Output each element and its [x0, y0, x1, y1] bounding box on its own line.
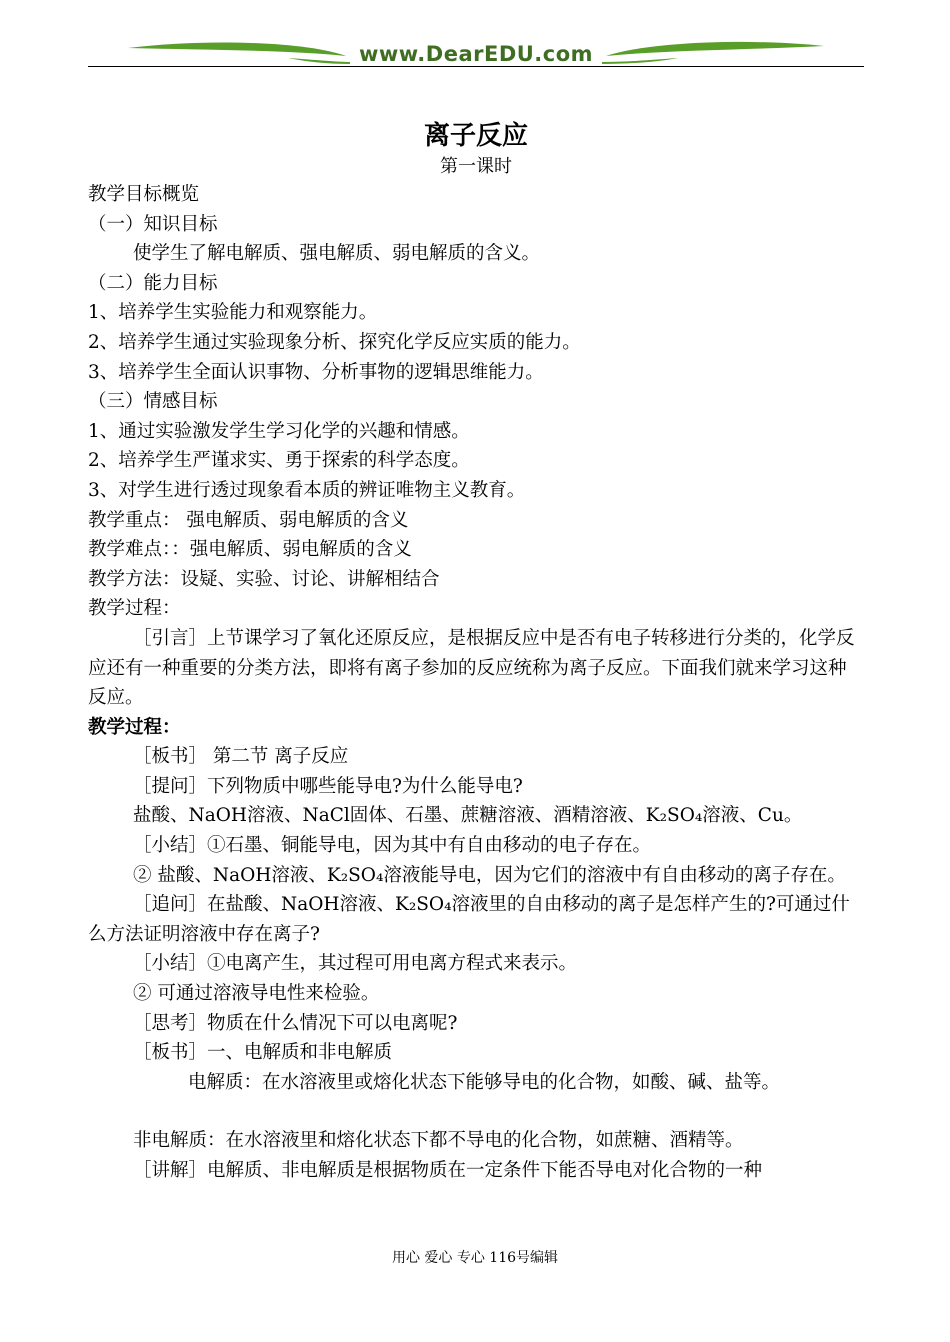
text-line: （二）能力目标	[88, 272, 218, 294]
text-line: 2、培养学生通过实验现象分析、探究化学反应实质的能力。	[88, 331, 581, 353]
text-line: ［思考］物质在什么情况下可以电离呢?	[133, 1012, 458, 1034]
text-line: ［小结］①电离产生，其过程可用电离方程式来表示。	[133, 953, 578, 975]
text-line: ［小结］①石墨、铜能导电，因为其中有自由移动的电子存在。	[133, 835, 652, 857]
header-banner	[88, 36, 864, 70]
document-body	[88, 118, 864, 1186]
text-line: 教学难点：：强电解质、弱电解质的含义	[88, 539, 412, 561]
text-line: （三）情感目标	[88, 391, 218, 413]
text-line: ［板书］一、电解质和非电解质	[133, 1042, 393, 1064]
header-divider	[88, 66, 864, 67]
text-line: 教学方法：设疑、实验、讨论、讲解相结合	[88, 568, 440, 590]
text-line: 1、通过实验激发学生学习化学的兴趣和情感。	[88, 420, 470, 442]
doc-subtitle: 第一课时	[440, 156, 512, 177]
paragraph: ② 盐酸、NaOH溶液、K₂SO₄溶液能导电，因为它们的溶液中有自由移动的离子存在。	[133, 864, 846, 886]
text-line: 1、培养学生实验能力和观察能力。	[88, 302, 378, 324]
text-line: 盐酸、NaOH溶液、NaCl固体、石墨、蔗糖溶液、酒精溶液、K₂SO₄溶液、Cu。	[133, 805, 803, 827]
text-line: 3、培养学生全面认识事物、分析事物的逻辑思维能力。	[88, 361, 544, 383]
doc-title: 离子反应	[423, 121, 528, 151]
text-line: ［讲解］电解质、非电解质是根据物质在一定条件下能否导电对化合物的一种	[133, 1160, 763, 1181]
text-line: （一）知识目标	[88, 213, 218, 235]
text-line: 教学重点： 强电解质、弱电解质的含义	[88, 509, 409, 531]
paragraph: ［追问］在盐酸、NaOH溶液、K₂SO₄溶液里的自由移动的离子是怎样产生的?可通过什么方法证明溶液中存在离子?	[88, 894, 850, 945]
page-footer: 用心 爱心 专心 116号编辑	[391, 1250, 559, 1266]
text-line: 3、对学生进行透过现象看本质的辨证唯物主义教育。	[88, 479, 526, 501]
text-line: 2、培养学生严谨求实、勇于探索的科学态度。	[88, 450, 470, 472]
blank-line	[88, 1097, 864, 1126]
text-line: 非电解质：在水溶液里和熔化状态下都不导电的化合物，如蔗糖、酒精等。	[133, 1130, 744, 1152]
text-line: 电解质：在水溶液里或熔化状态下能够导电的化合物，如酸、碱、盐等。	[188, 1071, 781, 1093]
text-line: ［提问］下列物质中哪些能导电?为什么能导电?	[133, 775, 523, 797]
text-line: 使学生了解电解质、强电解质、弱电解质的含义。	[133, 243, 541, 265]
text-line: 教学过程：	[88, 598, 181, 620]
section-heading: 教学过程：	[88, 716, 181, 738]
text-line: ［板书］ 第二节 离子反应	[133, 746, 349, 768]
site-logo-text: www.DearEDU.com	[358, 42, 594, 66]
text-line: ② 可通过溶液导电性来检验。	[133, 983, 380, 1005]
text-line: 教学目标概览	[88, 184, 200, 205]
paragraph: ［引言］上节课学习了氧化还原反应，是根据反应中是否有电子转移进行分类的，化学反应还有一种重要的分类方法，即将有离子参加的反应统称为离子反应。下面我们就来学习这种反应。	[88, 627, 855, 709]
